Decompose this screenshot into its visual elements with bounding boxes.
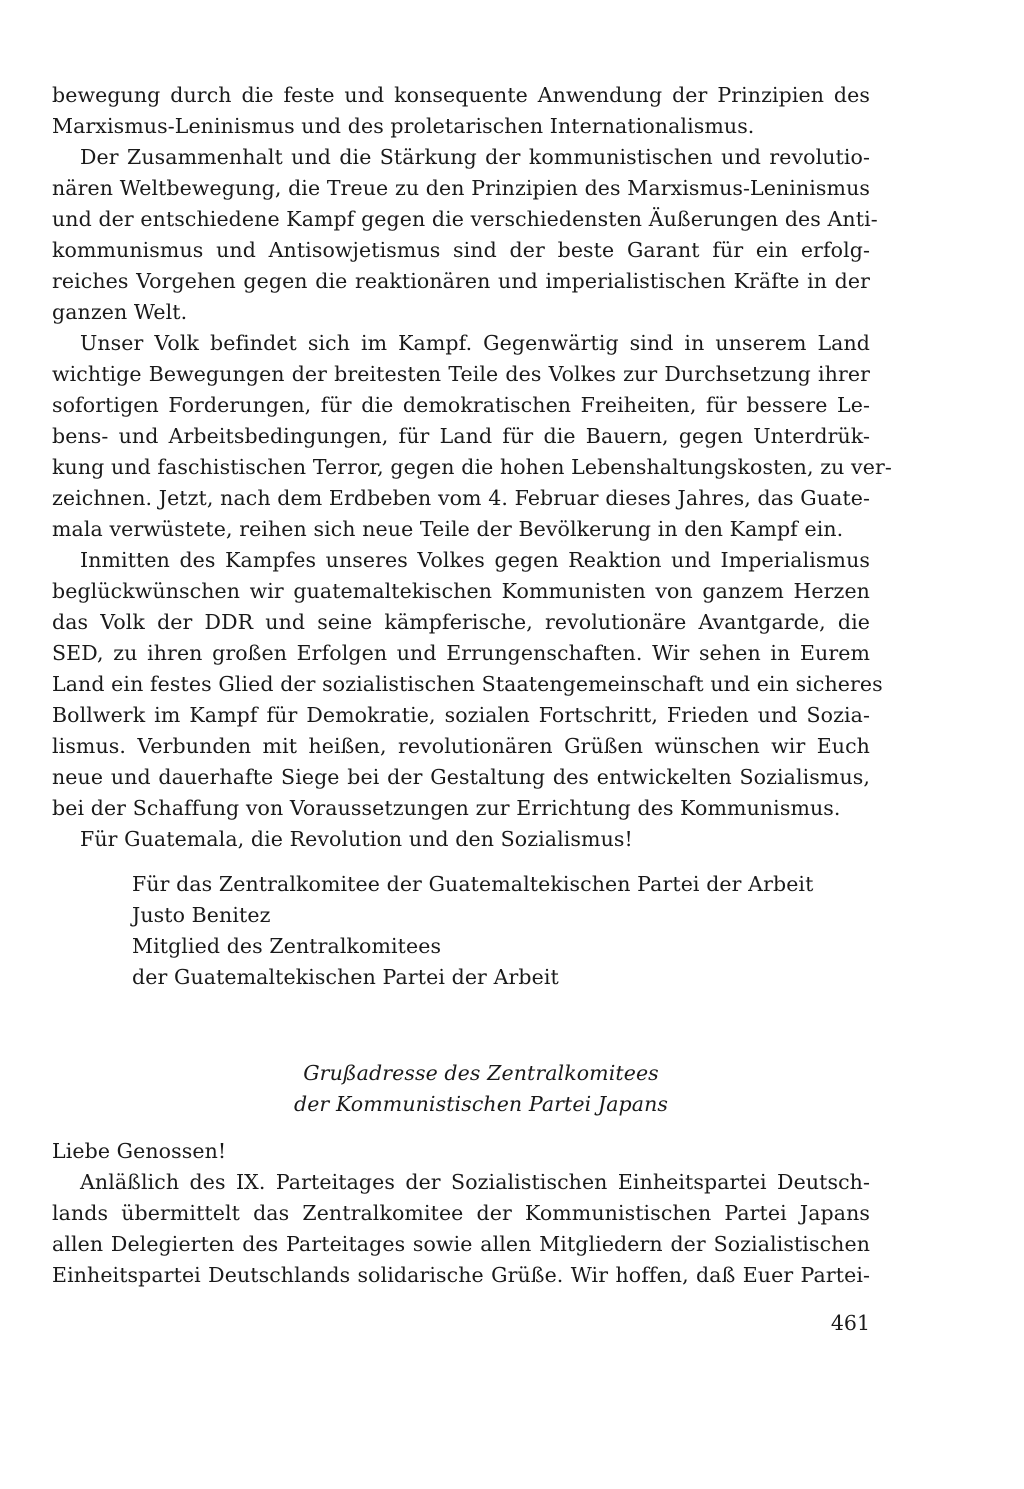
text-line: mala verwüstete, reihen sich neue Teile der Bevölkerung in den Kampf ein. [52,517,844,541]
text-line: das Volk der DDR und seine kämpferische, revolutionäre Avantgarde, die [52,610,870,634]
paragraph-3 [52,328,892,545]
text-line: Land ein festes Glied der sozialistischen Staatengemeinschaft und ein sicheres [52,672,883,696]
text-line: Anläßlich des IX. Parteitages der Sozialistischen Einheitspartei Deutsch- [80,1170,870,1194]
text-line: Der Zusammenhalt und die Stärkung der kommunistischen und revolutio- [80,145,870,169]
signature-line: Für das Zentralkomitee der Guatemaltekischen Partei der Arbeit [132,872,814,896]
text-line: bewegung durch die feste und konsequente Anwendung der Prinzipien des [52,83,870,107]
paragraph-1 [52,80,870,142]
text-line: Einheitspartei Deutschlands solidarische Grüße. Wir hoffen, daß Euer Partei- [52,1263,870,1287]
heading-line: der Kommunistischen Partei Japans [293,1092,669,1116]
text-line: kommunismus und Antisowjetismus sind der beste Garant für ein erfolg- [52,238,870,262]
text-line: allen Delegierten des Parteitages sowie allen Mitgliedern der Sozialistischen [52,1232,870,1256]
text-line: beglückwünschen wir guatemaltekischen Kommunisten von ganzem Herzen [52,579,870,603]
closing-line: Für Guatemala, die Revolution und den Sozialismus! [80,827,633,851]
text-line: Bollwerk im Kampf für Demokratie, sozialen Fortschritt, Frieden und Sozia- [52,703,870,727]
text-line: neue und dauerhafte Siege bei der Gestaltung des entwickelten Sozialismus, [52,765,870,789]
text-line: Inmitten des Kampfes unseres Volkes gegen Reaktion und Imperialismus [80,548,870,572]
text-line: Unser Volk befindet sich im Kampf. Gegenwärtig sind in unserem Land [80,331,870,355]
text-line: zeichnen. Jetzt, nach dem Erdbeben vom 4. Februar dieses Jahres, das Guate- [52,486,870,510]
text-line: bens- und Arbeitsbedingungen, für Land für die Bauern, gegen Unterdrük- [52,424,870,448]
page-number: 461 [830,1311,870,1335]
salutation: Liebe Genossen! [52,1139,227,1163]
text-line: wichtige Bewegungen der breitesten Teile des Volkes zur Durchsetzung ihrer [52,362,870,386]
signature-line: Mitglied des Zentralkomitees [132,934,442,958]
paragraph-2 [52,142,878,328]
signature-name: Justo Benitez [132,903,271,927]
salutation-block [52,1136,870,1167]
text-line: kung und faschistischen Terror, gegen die hohen Lebenshaltungskosten, zu ver- [52,455,892,479]
section-heading [52,1058,870,1120]
text-line: bei der Schaffung von Voraussetzungen zur Errichtung des Kommunismus. [52,796,841,820]
text-line: reiches Vorgehen gegen die reaktionären und imperialistischen Kräfte in der [52,269,870,293]
paragraph-4 [52,545,883,824]
signature-line: der Guatemaltekischen Partei der Arbeit [132,965,559,989]
text-line: ganzen Welt. [52,300,188,324]
page-body [52,80,892,1291]
text-line: lismus. Verbunden mit heißen, revolutionären Grüßen wünschen wir Euch [52,734,870,758]
text-line: SED, zu ihren großen Erfolgen und Errungenschaften. Wir sehen in Eurem [52,641,870,665]
paragraph-5 [52,1167,870,1291]
heading-line: Grußadresse des Zentralkomitees [303,1061,659,1085]
text-line: lands übermittelt das Zentralkomitee der Kommunistischen Partei Japans [52,1201,870,1225]
text-line: sofortigen Forderungen, für die demokratischen Freiheiten, für bessere Le- [52,393,870,417]
text-line: und der entschiedene Kampf gegen die verschiedensten Äußerungen des Anti- [52,207,878,231]
text-line: nären Weltbewegung, die Treue zu den Prinzipien des Marxismus-Leninismus [52,176,870,200]
signature-block [52,869,870,993]
text-line: Marxismus-Leninismus und des proletarischen Internationalismus. [52,114,755,138]
